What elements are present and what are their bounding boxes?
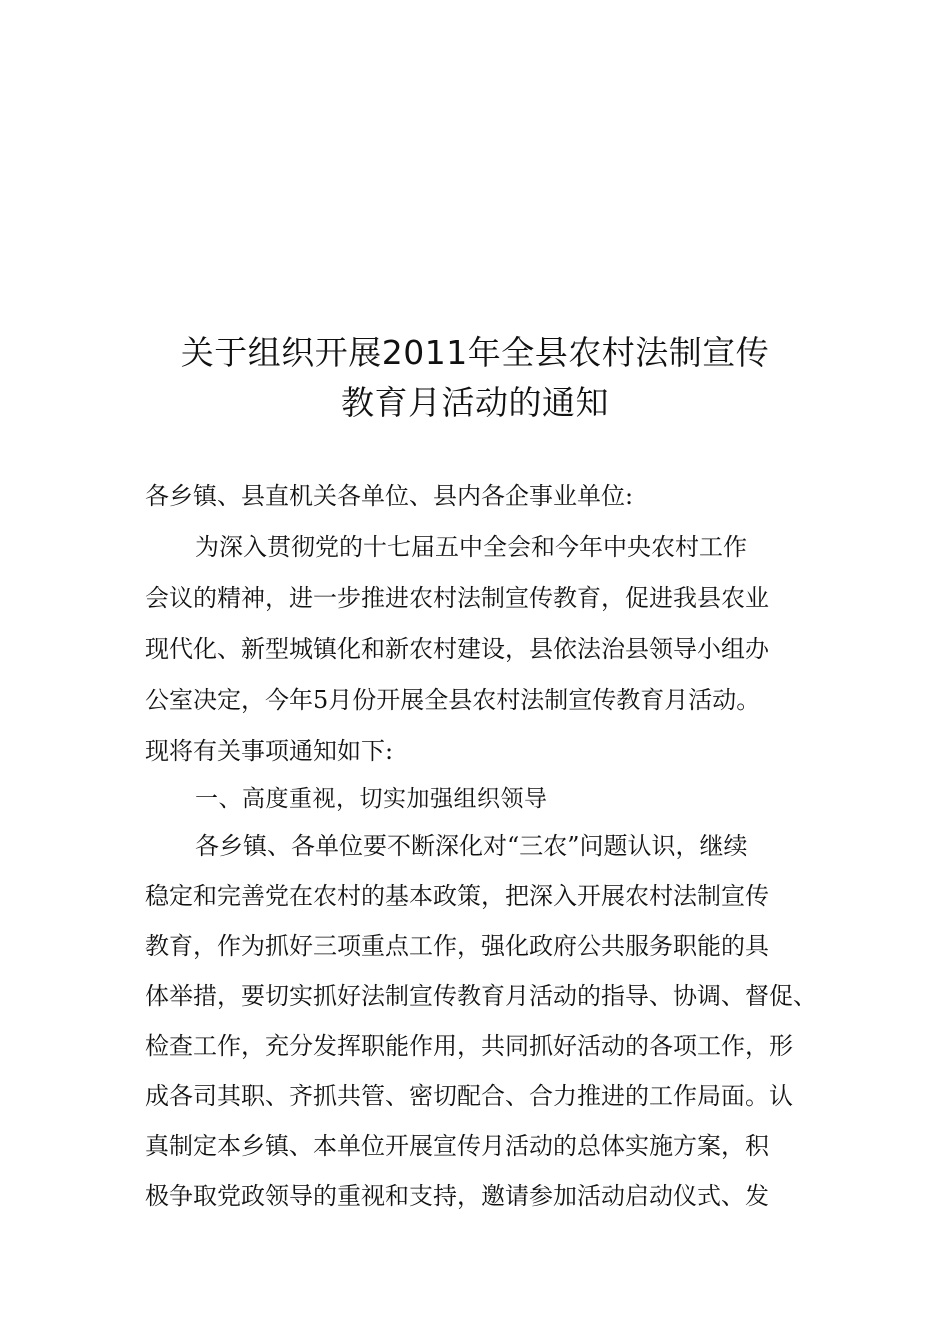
paragraph-2-line: 真制定本乡镇、本单位开展宣传月活动的总体实施方案，积 [145,1132,769,1160]
paragraph-1-line: 现代化、新型城镇化和新农村建设，县依法治县领导小组办 [145,635,769,663]
paragraph-2-line: 稳定和完善党在农村的基本政策，把深入开展农村法制宣传 [145,882,769,910]
paragraph-1-line: 公室决定，今年5月份开展全县农村法制宣传教育月活动。 [145,686,761,714]
paragraph-2-line: 体举措，要切实抓好法制宣传教育月活动的指导、协调、督促、 [145,982,817,1010]
document-title-line-2: 教育月活动的通知 [341,383,609,422]
section-1-heading: 一、高度重视，切实加强组织领导 [195,786,548,812]
document-title-line-1: 关于组织开展2011年全县农村法制宣传 [180,333,770,372]
paragraph-2-line: 各乡镇、各单位要不断深化对“三农”问题认识，继续 [195,832,748,860]
paragraph-1-line: 为深入贯彻党的十七届五中全会和今年中央农村工作 [195,533,747,561]
paragraph-1-line: 会议的精神，进一步推进农村法制宣传教育，促进我县农业 [145,584,769,612]
paragraph-2-line: 成各司其职、齐抓共管、密切配合、合力推进的工作局面。认 [145,1082,793,1110]
paragraph-2-line: 检查工作，充分发挥职能作用，共同抓好活动的各项工作，形 [145,1032,793,1060]
paragraph-2-line: 极争取党政领导的重视和支持，邀请参加活动启动仪式、发 [145,1182,769,1210]
paragraph-2-line: 教育，作为抓好三项重点工作，强化政府公共服务职能的具 [145,932,769,960]
salutation: 各乡镇、县直机关各单位、县内各企事业单位: [145,482,634,510]
paragraph-1-line: 现将有关事项通知如下: [145,737,394,765]
